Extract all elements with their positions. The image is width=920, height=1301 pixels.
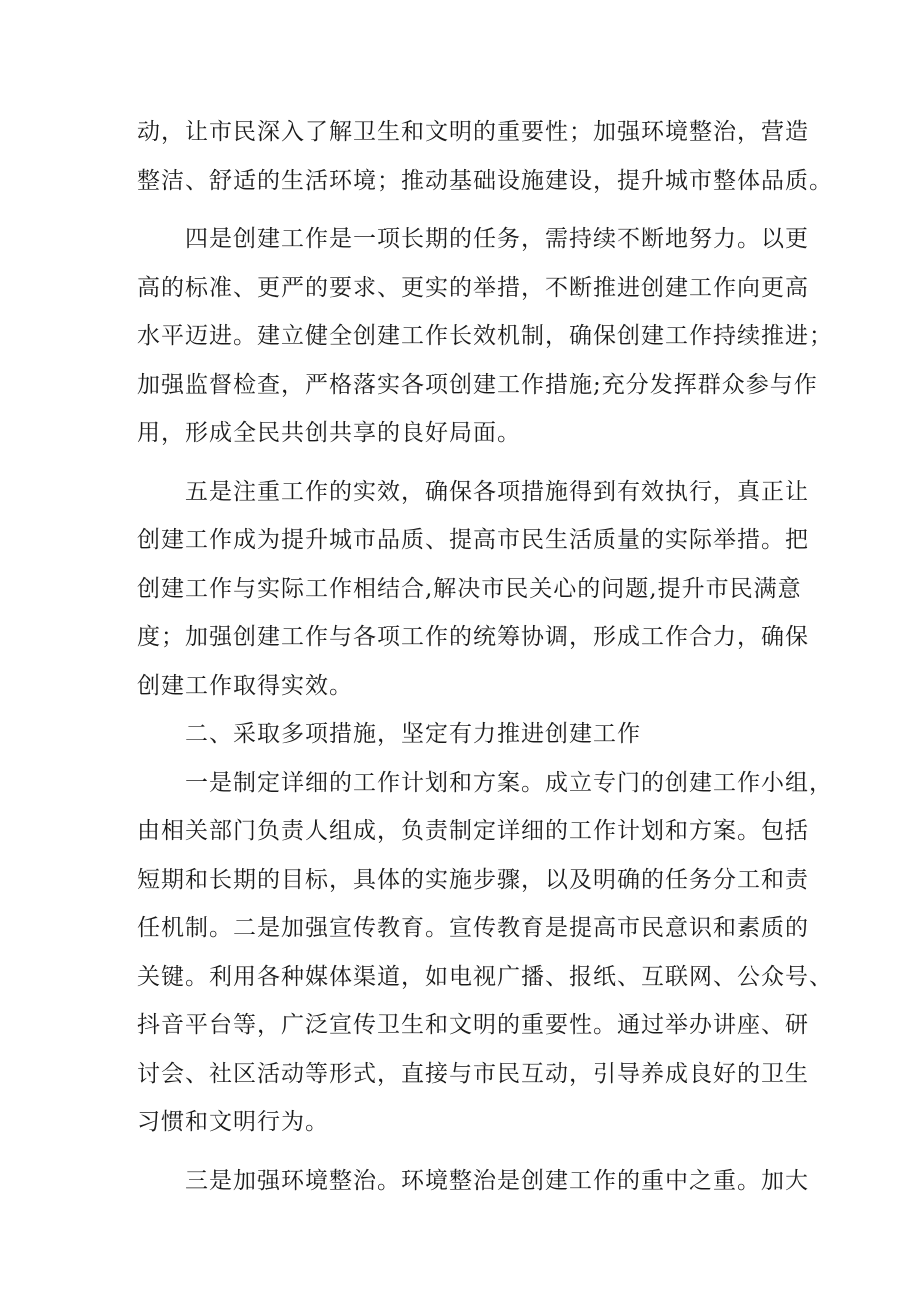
text-line: 五是注重工作的实效，确保各项措施得到有效执行，真正让 <box>137 478 809 505</box>
text-line: 短期和长期的目标，具体的实施步骤，以及明确的任务分工和责 <box>137 866 809 893</box>
text-line: 由相关部门负责人组成，负责制定详细的工作计划和方案。包括 <box>137 818 809 844</box>
paragraph <box>137 468 809 711</box>
paragraph <box>137 215 833 458</box>
text-line: 创建工作成为提升城市品质、提高市民生活质量的实际举措。把 <box>137 527 809 553</box>
text-line: 一是制定详细的工作计划和方案。成立专门的创建工作小组， <box>137 769 833 796</box>
text-line: 习惯和文明行为。 <box>137 1109 329 1135</box>
text-line: 用，形成全民共创共享的良好局面。 <box>137 420 521 446</box>
section-heading <box>137 710 797 759</box>
paragraph <box>137 108 833 205</box>
text-line: 动，让市民深入了解卫生和文明的重要性；加强环境整治，营造 <box>137 119 809 145</box>
text-line: 创建工作与实际工作相结合,解决市民关心的问题,提升市民满意 <box>137 575 802 602</box>
text-line: 四是创建工作是一项长期的任务，需持续不断地努力。以更 <box>137 226 809 252</box>
text-line: 度；加强创建工作与各项工作的统筹协调，形成工作合力，确保 <box>137 624 809 650</box>
paragraph <box>137 1157 809 1206</box>
heading-line: 二、采取多项措施，坚定有力推进创建工作 <box>137 721 641 747</box>
text-line: 创建工作取得实效。 <box>137 672 353 699</box>
text-line: 讨会、社区活动等形式，直接与市民互动，引导养成良好的卫生 <box>137 1060 809 1087</box>
text-line: 关键。利用各种媒体渠道，如电视广播、报纸、互联网、公众号、 <box>137 963 833 990</box>
text-line: 抖音平台等，广泛宣传卫生和文明的重要性。通过举办讲座、研 <box>137 1012 809 1038</box>
text-line: 任机制。二是加强宣传教育。宣传教育是提高市民意识和素质的 <box>137 915 809 941</box>
paragraph <box>137 759 833 1147</box>
text-line: 水平迈进。建立健全创建工作长效机制，确保创建工作持续推进； <box>137 323 833 349</box>
text-line: 高的标准、更严的要求、更实的举措，不断推进创建工作向更高 <box>137 274 809 301</box>
text-line: 三是加强环境整治。环境整治是创建工作的重中之重。加大 <box>137 1167 809 1194</box>
document-body <box>137 108 833 1205</box>
text-line: 整洁、舒适的生活环境；推动基础设施建设，提升城市整体品质。 <box>137 167 833 194</box>
text-line: 加强监督检查，严格落实各项创建工作措施;充分发挥群众参与作 <box>137 371 818 398</box>
